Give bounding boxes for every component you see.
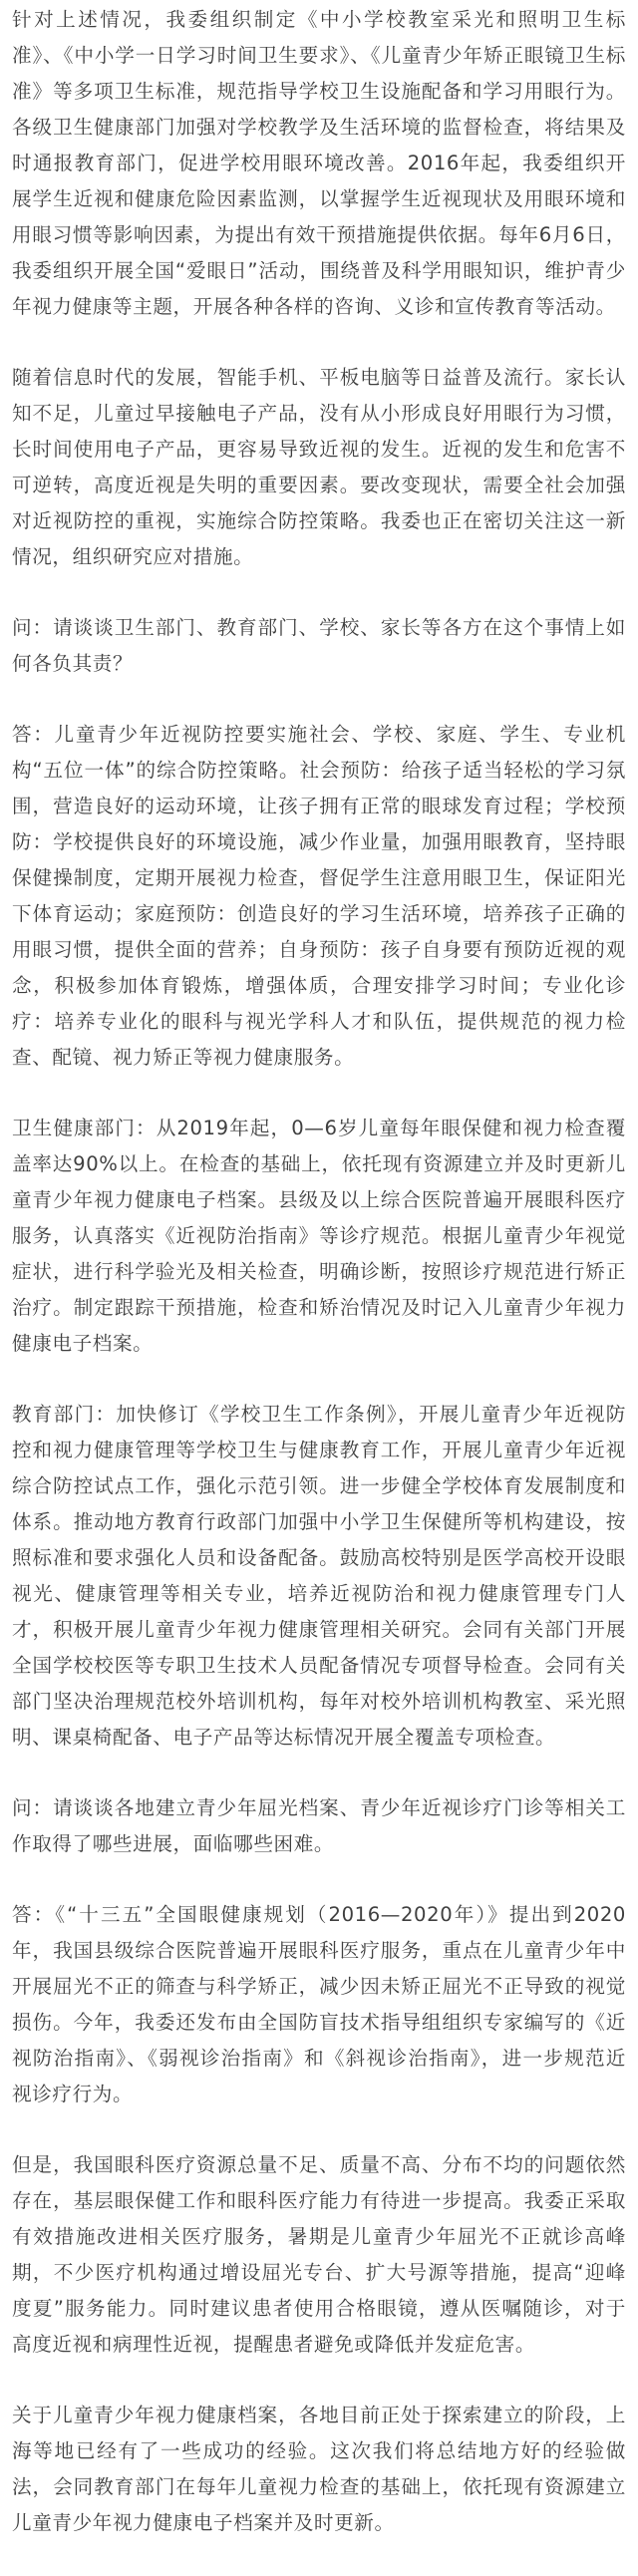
paragraph-digital-devices: 随着信息时代的发展，智能手机、平板电脑等日益普及流行。家长认知不足，儿童过早接触电子产品，没有从小形成良好用眼行为习惯，长时间使用电子产品，更容易导致近视的发生。近视的发生和危害不可逆转，高度近视是失明的重要因素。要改变现状，需要全社会加强对近视防控的重视，实施综合防控策略。我委也正在密切关注这一新情况，组织研究应对措施。 <box>12 366 626 568</box>
answer-five-in-one-strategy: 答：儿童青少年近视防控要实施社会、学校、家庭、学生、专业机构“五位一体”的综合防控策略。社会预防：给孩子适当轻松的学习氛围，营造良好的运动环境，让孩子拥有正常的眼球发育过程；学校预防：学校提供良好的环境设施，减少作业量，加强用眼教育，坚持眼保健操制度，定期开展视力检查，督促学生注意用眼卫生，保证阳光下体育运动；家庭预防：创造良好的学习生活环境，培养孩子正确的用眼习惯，提供全面的营养；自身预防：孩子自身要有预防近视的观念，积极参加体育锻炼，增强体质，合理安排学习时间；专业化诊疗：培养专业化的眼科与视光学科人才和队伍，提供规范的视力检查、配镜、视力矫正等视力健康服务。 <box>12 723 626 1069</box>
article-body <box>12 2 626 2576</box>
question-responsibilities: 问：请谈谈卫生部门、教育部门、学校、家长等各方在这个事情上如何各负其责？ <box>12 616 626 675</box>
paragraph-resource-shortage: 但是，我国眼科医疗资源总量不足、质量不高、分布不均的问题依然存在，基层眼保健工作和眼科医疗能力有待进一步提高。我委正采取有效措施改进相关医疗服务，暑期是儿童青少年屈光不正就诊高峰期，不少医疗机构通过增设屈光专台、扩大号源等措施，提高“迎峰度夏”服务能力。同时建议患者使用合格眼镜，遵从医嘱随诊，对于高度近视和病理性近视，提醒患者避免或降低并发症危害。 <box>12 2153 626 2356</box>
question-refraction-records: 问：请谈谈各地建立青少年屈光档案、青少年近视诊疗门诊等相关工作取得了哪些进展，面临哪些困难。 <box>12 1796 626 1855</box>
answer-eye-health-plan: 答：《“十三五”全国眼健康规划（2016—2020年）》提出到2020年，我国县级综合医院普遍开展眼科医疗服务，重点在儿童青少年中开展屈光不正的筛查与科学矫正，减少因未矫正屈光不正导致的视觉损伤。今年，我委还发布由全国防盲技术指导组组织专家编写的《近视防治指南》、《弱视诊治指南》和《斜视诊治指南》，进一步规范近视诊疗行为。 <box>12 1903 626 2105</box>
paragraph-education-department: 教育部门：加快修订《学校卫生工作条例》，开展儿童青少年近视防控和视力健康管理等学校卫生与健康教育工作，开展儿童青少年近视综合防控试点工作，强化示范引领。进一步健全学校体育发展制度和体系。推动地方教育行政部门加强中小学卫生保健所等机构建设，按照标准和要求强化人员和设备配备。鼓励高校特别是医学高校开设眼视光、健康管理等相关专业，培养近视防治和视力健康管理专门人才，积极开展儿童青少年视力健康管理相关研究。会同有关部门开展全国学校校医等专职卫生技术人员配备情况专项督导检查。会同有关部门坚决治理规范校外培训机构，每年对校外培训机构教室、采光照明、课桌椅配备、电子产品等达标情况开展全覆盖专项检查。 <box>12 1403 626 1749</box>
paragraph-health-standards: 针对上述情况，我委组织制定《中小学校教室采光和照明卫生标准》、《中小学一日学习时间卫生要求》、《儿童青少年矫正眼镜卫生标准》等多项卫生标准，规范指导学校卫生设施配备和学习用眼行为。各级卫生健康部门加强对学校教学及生活环境的监督检查，将结果及时通报教育部门，促进学校用眼环境改善。2016年起，我委组织开展学生近视和健康危险因素监测，以掌握学生近视现状及用眼环境和用眼习惯等影响因素，为提出有效干预措施提供依据。每年6月6日，我委组织开展全国“爱眼日”活动，围绕普及科学用眼知识，维护青少年视力健康等主题，开展各种各样的咨询、义诊和宣传教育等活动。 <box>12 8 626 318</box>
paragraph-vision-health-records: 关于儿童青少年视力健康档案，各地目前正处于探索建立的阶段，上海等地已经有了一些成功的经验。这次我们将总结地方好的经验做法，会同教育部门在每年儿童视力检查的基础上，依托现有资源建立儿童青少年视力健康电子档案并及时更新。 <box>12 2404 626 2534</box>
paragraph-health-department: 卫生健康部门：从2019年起，0—6岁儿童每年眼保健和视力检查覆盖率达90%以上。在检查的基础上，依托现有资源建立并及时更新儿童青少年视力健康电子档案。县级及以上综合医院普遍开展眼科医疗服务，认真落实《近视防治指南》等诊疗规范。根据儿童青少年视觉症状，进行科学验光及相关检查，明确诊断，按照诊疗规范进行矫正治疗。制定跟踪干预措施，检查和矫治情况及时记入儿童青少年视力健康电子档案。 <box>12 1117 626 1355</box>
